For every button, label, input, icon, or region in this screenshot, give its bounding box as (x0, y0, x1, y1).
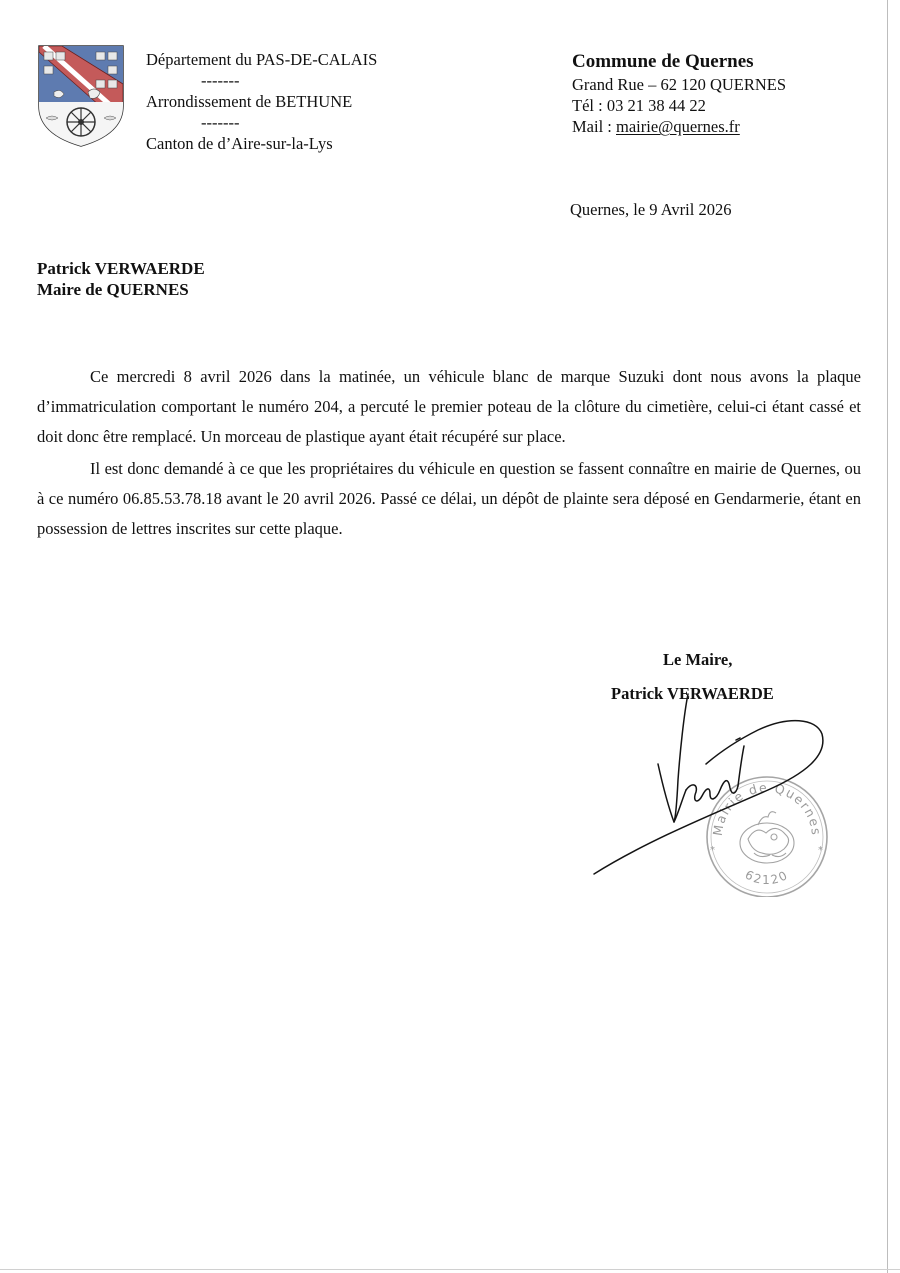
sender-role: Maire de QUERNES (37, 280, 189, 299)
administrative-block (146, 49, 377, 154)
body-paragraph-2: Il est donc demandé à ce que les propriétaires du véhicule en question se fassent connaître en mairie de Quernes, ou à ce numéro 06.85.53.78.18 avant le 20 avril 2026. Passé ce délai, un dépôt de plainte sera déposé en Gendarmerie, étant en possession de lettres inscrites sur cette plaque. (37, 459, 861, 538)
mail-link[interactable]: mairie@quernes.fr (616, 117, 740, 136)
signature-name: Patrick VERWAERDE (611, 684, 774, 703)
sender-block (37, 258, 205, 300)
scan-edge-line (887, 0, 888, 1273)
date-line: Quernes, le 9 Avril 2026 (570, 200, 732, 219)
stamp-top-text: Mairie de Quernes (709, 779, 825, 837)
arrondissement-line: Arrondissement de BETHUNE (146, 92, 353, 111)
handwritten-signature (588, 690, 828, 880)
commune-title: Commune de Quernes (572, 51, 754, 72)
separator-line: ------- (201, 71, 240, 90)
commune-mail-line (572, 116, 786, 137)
shield-icon (36, 44, 126, 148)
mail-label: Mail : (572, 117, 616, 136)
stamp-bottom-text: 62120 (742, 867, 792, 888)
commune-contact-block (572, 50, 786, 137)
canton-line: Canton de d’Aire-sur-la-Lys (146, 134, 333, 153)
scan-bottom-line (0, 1269, 900, 1270)
sender-name: Patrick VERWAERDE (37, 259, 205, 278)
department-line: Département du PAS-DE-CALAIS (146, 50, 378, 69)
commune-address: Grand Rue – 62 120 QUERNES (572, 75, 787, 94)
body-paragraph-1: Ce mercredi 8 avril 2026 dans la matinée, un véhicule blanc de marque Suzuki dont nous avons la plaque d’immatriculation comportant le numéro 204, a percuté le premier poteau de la clôture du cimetière, celui-ci étant cassé et doit donc être remplacé. Un morceau de plastique ayant était récupéré sur place. (37, 367, 861, 446)
separator-line: ------- (201, 113, 240, 132)
letter-body (37, 362, 861, 546)
coat-of-arms (36, 44, 126, 148)
commune-phone: Tél : 03 21 38 44 22 (572, 96, 706, 115)
signature-title: Le Maire, (663, 650, 733, 669)
svg-text:*: * (818, 845, 823, 856)
signature-icon (588, 690, 828, 880)
svg-text:*: * (710, 845, 715, 856)
